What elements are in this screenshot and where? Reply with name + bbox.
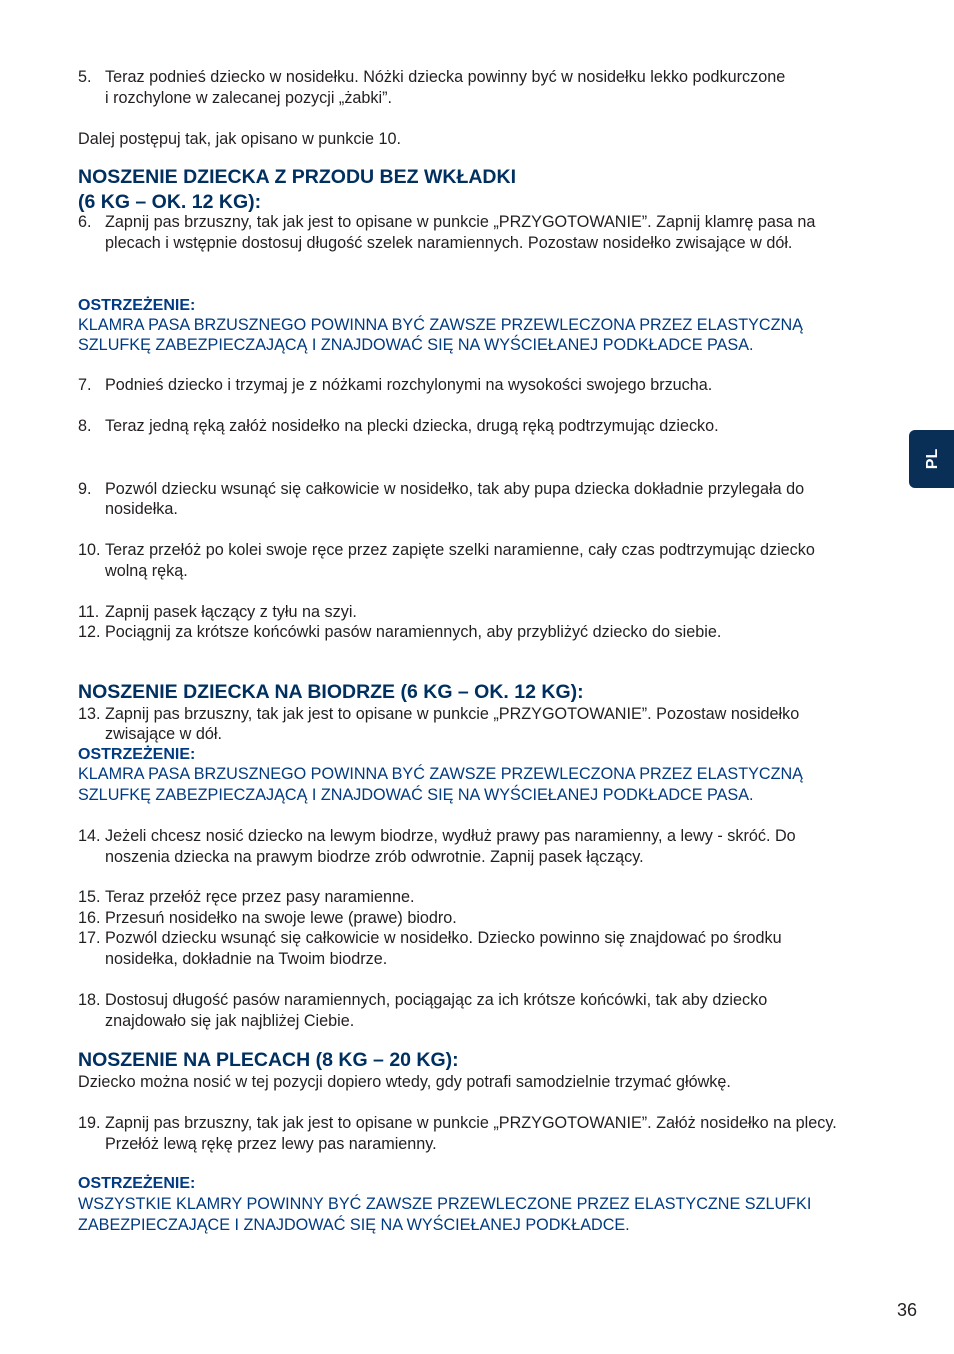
- list-item-text: nosidełka, dokładnie na Twoim biodrze.: [105, 950, 388, 968]
- warning-label: OSTRZEŻENIE:: [78, 1175, 196, 1192]
- section-heading: (6 KG – OK. 12 KG):: [78, 191, 262, 213]
- list-number: 16.: [78, 909, 101, 927]
- list-item-text: Teraz przełóż ręce przez pasy naramienne.: [105, 888, 415, 906]
- warning-label: OSTRZEŻENIE:: [78, 297, 196, 314]
- warning-text: KLAMRA PASA BRZUSZNEGO POWINNA BYĆ ZAWSZE PRZEWLECZONA PRZEZ ELASTYCZNĄ: [78, 765, 803, 783]
- list-number: 10.: [78, 541, 101, 559]
- list-item-text: Zapnij pas brzuszny, tak jak jest to opisane w punkcie „PRZYGOTOWANIE”. Zapnij klamrę pasa na: [105, 213, 816, 231]
- warning-label: OSTRZEŻENIE:: [78, 746, 196, 763]
- list-item-text: znajdowało się jak najbliżej Ciebie.: [105, 1012, 355, 1030]
- list-item-text: plecach i wstępnie dostosuj długość szelek naramiennych. Pozostaw nosidełko zwisające w dół.: [105, 234, 793, 252]
- section-heading: NOSZENIE DZIECKA NA BIODRZE (6 KG – OK. 12 KG):: [78, 681, 584, 703]
- warning-text: SZLUFKĘ ZABEZPIECZAJĄCĄ I ZNAJDOWAĆ SIĘ NA WYŚCIEŁANEJ PODKŁADCE PASA.: [78, 336, 754, 354]
- list-number: 11.: [78, 603, 100, 621]
- warning-text: KLAMRA PASA BRZUSZNEGO POWINNA BYĆ ZAWSZE PRZEWLECZONA PRZEZ ELASTYCZNĄ: [78, 316, 803, 334]
- list-number: 5.: [78, 68, 92, 86]
- list-item-text: i rozchylone w zalecanej pozycji „żabki”.: [105, 89, 392, 107]
- list-item-text: nosidełka.: [105, 500, 178, 518]
- list-item-text: Pozwól dziecku wsunąć się całkowicie w nosidełko, tak aby pupa dziecka dokładnie przylegała do: [105, 480, 805, 498]
- list-number: 19.: [78, 1114, 101, 1132]
- list-item-text: wolną ręką.: [105, 562, 188, 580]
- list-number: 9.: [78, 480, 92, 498]
- list-item-text: Pociągnij za krótsze końcówki pasów naramiennych, aby przybliżyć dziecko do siebie.: [105, 623, 722, 641]
- list-number: 12.: [78, 623, 101, 641]
- section-heading: NOSZENIE NA PLECACH (8 KG – 20 KG):: [78, 1049, 459, 1071]
- list-number: 8.: [78, 417, 92, 435]
- section-heading: NOSZENIE DZIECKA Z PRZODU BEZ WKŁADKI: [78, 166, 517, 188]
- list-number: 13.: [78, 705, 101, 723]
- list-item-text: Teraz podnieś dziecko w nosidełku. Nóżki dziecka powinny być w nosidełku lekko podkurczone: [105, 68, 786, 86]
- warning-text: ZABEZPIECZAJĄCE I ZNAJDOWAĆ SIĘ NA WYŚCIEŁANEJ PODKŁADCE.: [78, 1216, 630, 1234]
- list-number: 17.: [78, 929, 101, 947]
- list-number: 15.: [78, 888, 101, 906]
- list-item-text: Zapnij pas brzuszny, tak jak jest to opisane w punkcie „PRZYGOTOWANIE”. Załóż nosidełko na plecy.: [105, 1114, 837, 1132]
- list-item-text: Zapnij pasek łączący z tyłu na szyi.: [105, 603, 357, 621]
- list-item-text: Jeżeli chcesz nosić dziecko na lewym biodrze, wydłuż prawy pas naramienny, a lewy - skróć. Do: [105, 827, 796, 845]
- paragraph: Dalej postępuj tak, jak opisano w punkcie 10.: [78, 130, 402, 148]
- paragraph: Dziecko można nosić w tej pozycji dopiero wtedy, gdy potrafi samodzielnie trzymać główkę.: [78, 1073, 731, 1091]
- list-item-text: Podnieś dziecko i trzymaj je z nóżkami rozchylonymi na wysokości swojego brzucha.: [105, 376, 713, 394]
- list-item-text: Pozwól dziecku wsunąć się całkowicie w nosidełko. Dziecko powinno się znajdować po środku: [105, 929, 782, 947]
- page-number: 36: [897, 1300, 918, 1320]
- language-tab: [909, 430, 954, 488]
- list-item-text: Zapnij pas brzuszny, tak jak jest to opisane w punkcie „PRZYGOTOWANIE”. Pozostaw nosidełko: [105, 705, 800, 723]
- language-tab-label: PL: [924, 448, 941, 470]
- list-number: 14.: [78, 827, 101, 845]
- warning-text: SZLUFKĘ ZABEZPIECZAJĄCĄ I ZNAJDOWAĆ SIĘ NA WYŚCIEŁANEJ PODKŁADCE PASA.: [78, 786, 754, 804]
- list-item-text: Teraz jedną ręką załóż nosidełko na plecki dziecka, drugą ręką podtrzymując dziecko.: [105, 417, 719, 435]
- list-number: 6.: [78, 213, 92, 231]
- list-item-text: Przełóż lewą rękę przez lewy pas naramienny.: [105, 1135, 437, 1153]
- list-item-text: Dostosuj długość pasów naramiennych, pociągając za ich krótsze końcówki, tak aby dziecko: [105, 991, 768, 1009]
- list-item-text: Teraz przełóż po kolei swoje ręce przez zapięte szelki naramienne, cały czas podtrzymując dziecko: [105, 541, 815, 559]
- list-item-text: zwisające w dół.: [105, 725, 222, 743]
- list-item-text: Przesuń nosidełko na swoje lewe (prawe) biodro.: [105, 909, 457, 927]
- list-item-text: noszenia dziecka na prawym biodrze zrób odwrotnie. Zapnij pasek łączący.: [105, 848, 644, 866]
- list-number: 18.: [78, 991, 101, 1009]
- warning-text: WSZYSTKIE KLAMRY POWINNY BYĆ ZAWSZE PRZEWLECZONE PRZEZ ELASTYCZNE SZLUFKI: [78, 1195, 812, 1213]
- list-number: 7.: [78, 376, 92, 394]
